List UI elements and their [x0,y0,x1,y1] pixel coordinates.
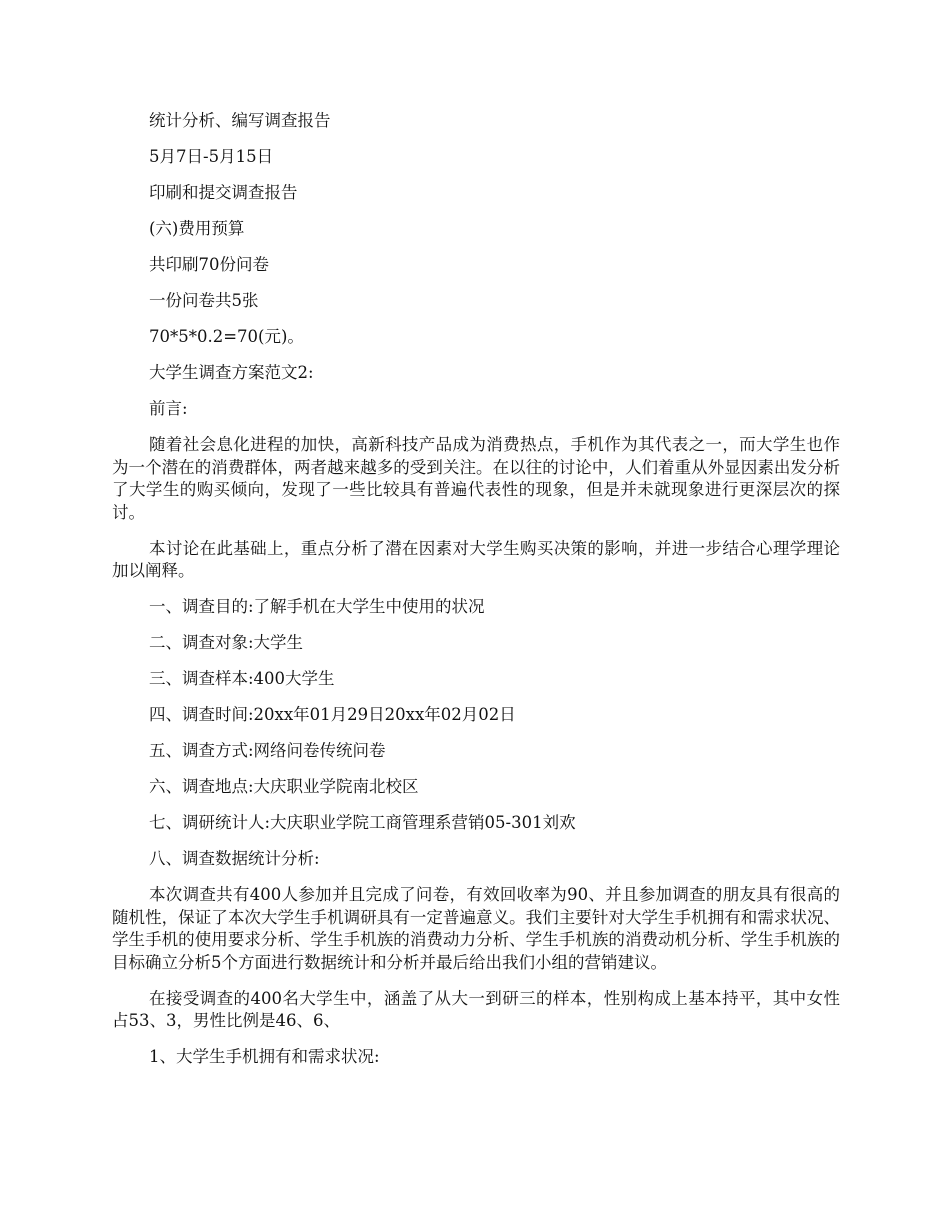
document-title: 大学生调查方案范文2: [149,363,314,382]
text-line: 印刷和提交调查报告 [149,183,298,202]
section-heading: 前言: [149,399,188,418]
list-item: 六、调查地点:大庆职业学院南北校区 [149,777,419,796]
text-line: 5月7日-5月15日 [149,147,274,166]
list-item: 二、调查对象:大学生 [149,633,304,652]
document-page [112,110,840,1082]
text-line: 70*5*0.2=70(元)。 [149,327,304,346]
list-item: 四、调查时间:20xx年01月29日20xx年02月02日 [149,705,516,724]
text-line: 一份问卷共5张 [149,291,259,310]
list-item: 七、调研统计人:大庆职业学院工商管理系营销05-301刘欢 [149,813,576,832]
paragraph-analysis-2: 在接受调查的400名大学生中，涵盖了从大一到研三的样本，性别构成上基本持平，其中女性占53、3，男性比例是46、6、 [112,988,840,1030]
text-line: 共印刷70份问卷 [149,255,269,274]
list-item: 八、调查数据统计分析: [149,849,320,868]
section-heading: 1、大学生手机拥有和需求状况: [149,1047,380,1066]
paragraph-intro-1: 随着社会息化进程的加快，高新科技产品成为消费热点，手机作为其代表之一，而大学生也作为一个潜在的消费群体，两者越来越多的受到关注。在以往的讨论中，人们着重从外显因素出发分析了大学生的购买倾向，发现了一些比较具有普遍代表性的现象，但是并未就现象进行更深层次的探讨。 [112,435,840,522]
section-heading: (六)费用预算 [149,219,245,238]
paragraph-intro-2: 本讨论在此基础上，重点分析了潜在因素对大学生购买决策的影响，并进一步结合心理学理论加以阐释。 [112,538,840,580]
list-item: 五、调查方式:网络问卷传统问卷 [149,741,386,760]
paragraph-analysis-1: 本次调查共有400人参加并且完成了问卷，有效回收率为90、并且参加调查的朋友具有很高的随机性，保证了本次大学生手机调研具有一定普遍意义。我们主要针对大学生手机拥有和需求状况、学生手机的使用要求分析、学生手机族的消费动力分析、学生手机族的消费动机分析、学生手机族的目标确立分析5个方面进行数据统计和分析并最后给出我们小组的营销建议。 [112,885,840,972]
list-item: 一、调查目的:了解手机在大学生中使用的状况 [149,597,485,616]
list-item: 三、调查样本:400大学生 [149,669,335,688]
text-line: 统计分析、编写调查报告 [149,111,331,130]
